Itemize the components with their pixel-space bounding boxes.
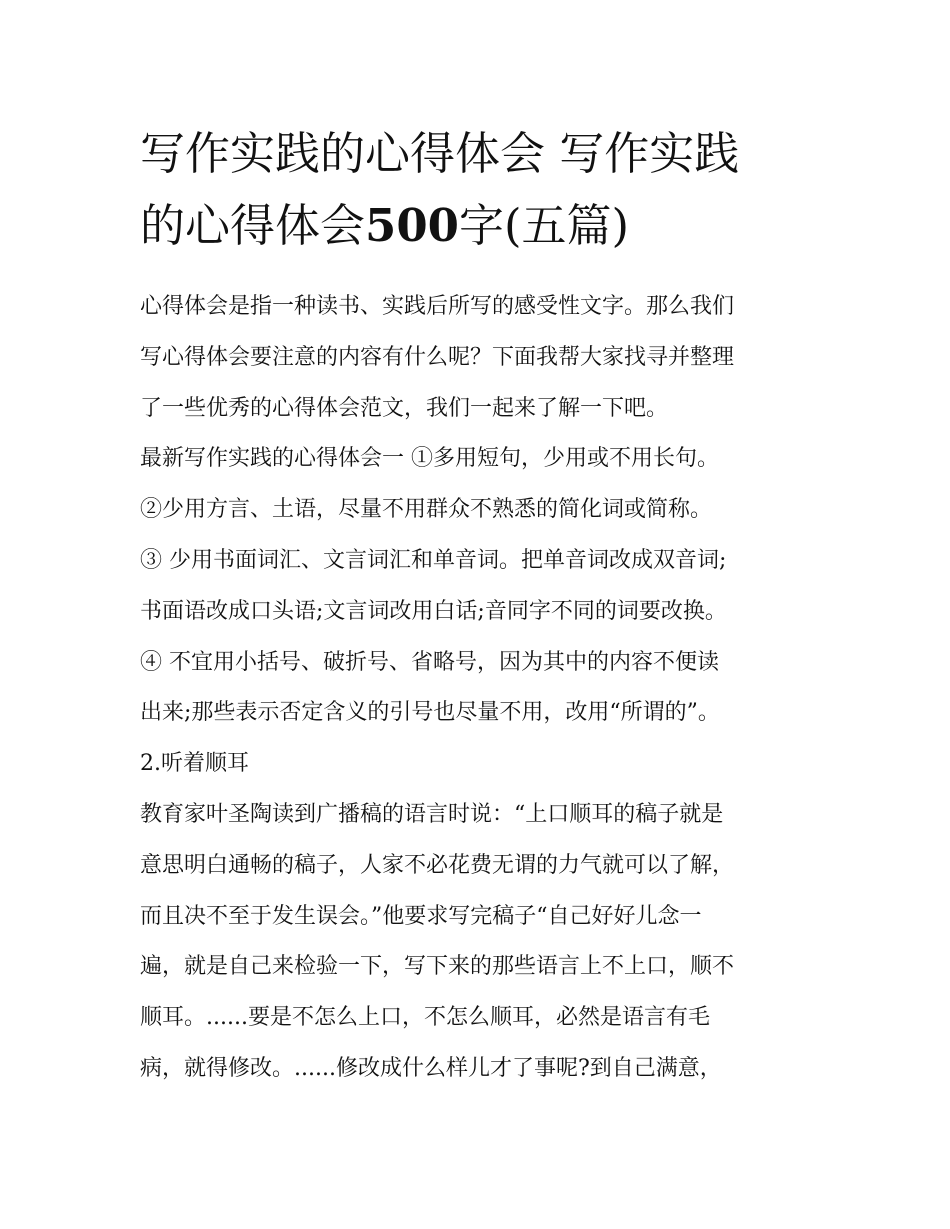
text-line: 而且决不至于发生误会。”他要求写完稿子“自己好好儿念一 [140, 903, 702, 929]
title-number: 500 [365, 199, 459, 252]
text-line: ④ 不宜用小括号、破折号、省略号，因为其中的内容不便读 [140, 649, 719, 675]
text-line: 写心得体会要注意的内容有什么呢？下面我帮大家找寻并整理 [140, 344, 735, 370]
title-part-2: 的心得体会 [140, 199, 366, 252]
text-line: 心得体会是指一种读书、实践后所写的感受性文字。那么我们 [140, 294, 735, 319]
section-heading: 2.听着顺耳 [140, 751, 249, 777]
document-content [140, 118, 820, 1095]
document-title [140, 118, 820, 262]
text-line: ②少用方言、土语，尽量不用群众不熟悉的简化词或简称。 [140, 497, 713, 523]
text-line: 病，就得修改。......修改成什么样儿才了事呢?到自己满意， [140, 1055, 722, 1081]
text-line: ③ 少用书面词汇、文言词汇和单音词。把单音词改成双音词; [140, 547, 727, 573]
text-line: 教育家叶圣陶读到广播稿的语言时说：“上口顺耳的稿子就是 [140, 801, 724, 827]
text-line: 了一些优秀的心得体会范文，我们一起来了解一下吧。 [140, 395, 669, 421]
text-line: 最新写作实践的心得体会一 ①多用短句，少用或不用长句。 [140, 446, 719, 472]
document-body [140, 282, 820, 1095]
text-line: 顺耳。......要是不怎么上口，不怎么顺耳，必然是语言有毛 [140, 1005, 710, 1031]
text-line: 遍，就是自己来检验一下，写下来的那些语言上不上口，顺不 [140, 954, 735, 980]
title-part-1: 写作实践的心得体会 写作实践 [140, 127, 740, 180]
title-part-3: 字(五篇) [458, 199, 630, 252]
text-line: 书面语改成口头语;文言词改用白话;音同字不同的词要改换。 [140, 598, 727, 624]
text-line: 意思明白通畅的稿子，人家不必花费无谓的力气就可以了解， [140, 852, 735, 878]
text-line: 出来;那些表示否定含义的引号也尽量不用，改用“所谓的”。 [140, 700, 720, 726]
